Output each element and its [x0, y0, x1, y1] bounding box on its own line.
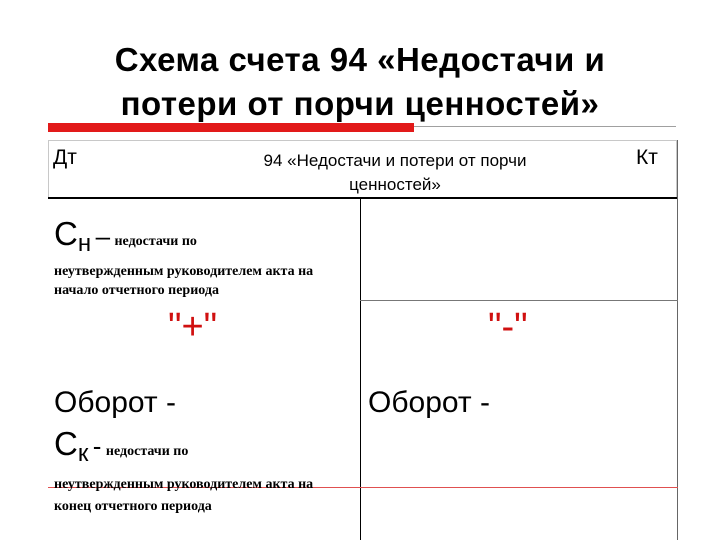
t-account-top-line [48, 197, 678, 199]
t-account-right-edge [677, 140, 678, 540]
title-accent-bar [48, 123, 414, 132]
t-account-divider [360, 197, 361, 540]
debit-turnover: Оборот - [54, 386, 176, 419]
closing-balance [54, 425, 354, 518]
closing-balance-dash: - [92, 431, 102, 461]
slide-title: Схема счета 94 «Недостачи и потери от порчи ценностей» [114, 41, 606, 122]
opening-balance-dash: – [95, 221, 111, 251]
credit-label: Кт [636, 146, 658, 169]
opening-balance-symbol: С [54, 215, 78, 252]
account-header-top-border [48, 140, 676, 141]
credit-turnover: Оборот - [368, 386, 490, 419]
t-account-bottom-line-right [360, 487, 678, 488]
closing-balance-note-first: недостачи по [105, 444, 189, 459]
opening-balance-note-first: недостачи по [114, 234, 197, 249]
closing-balance-note-rest: неутвержденным руководителем акта на конец отчетного периода [54, 477, 314, 514]
closing-balance-subscript: к [77, 440, 89, 467]
opening-balance-note-rest: неутвержденным руководителем акта на начало отчетного периода [54, 264, 314, 298]
closing-balance-symbol: С [54, 425, 78, 462]
debit-label: Дт [53, 146, 77, 169]
opening-balance-subscript: н [77, 230, 92, 257]
account-name: 94 «Недостачи и потери от порчи ценностей» [263, 151, 527, 194]
account-header-left-border [48, 140, 49, 198]
t-account-mid-line [360, 300, 678, 301]
opening-balance [54, 215, 354, 300]
debit-increase-sign: "+" [168, 306, 218, 348]
title-underline [414, 126, 676, 127]
credit-decrease-sign: "-" [488, 306, 528, 348]
